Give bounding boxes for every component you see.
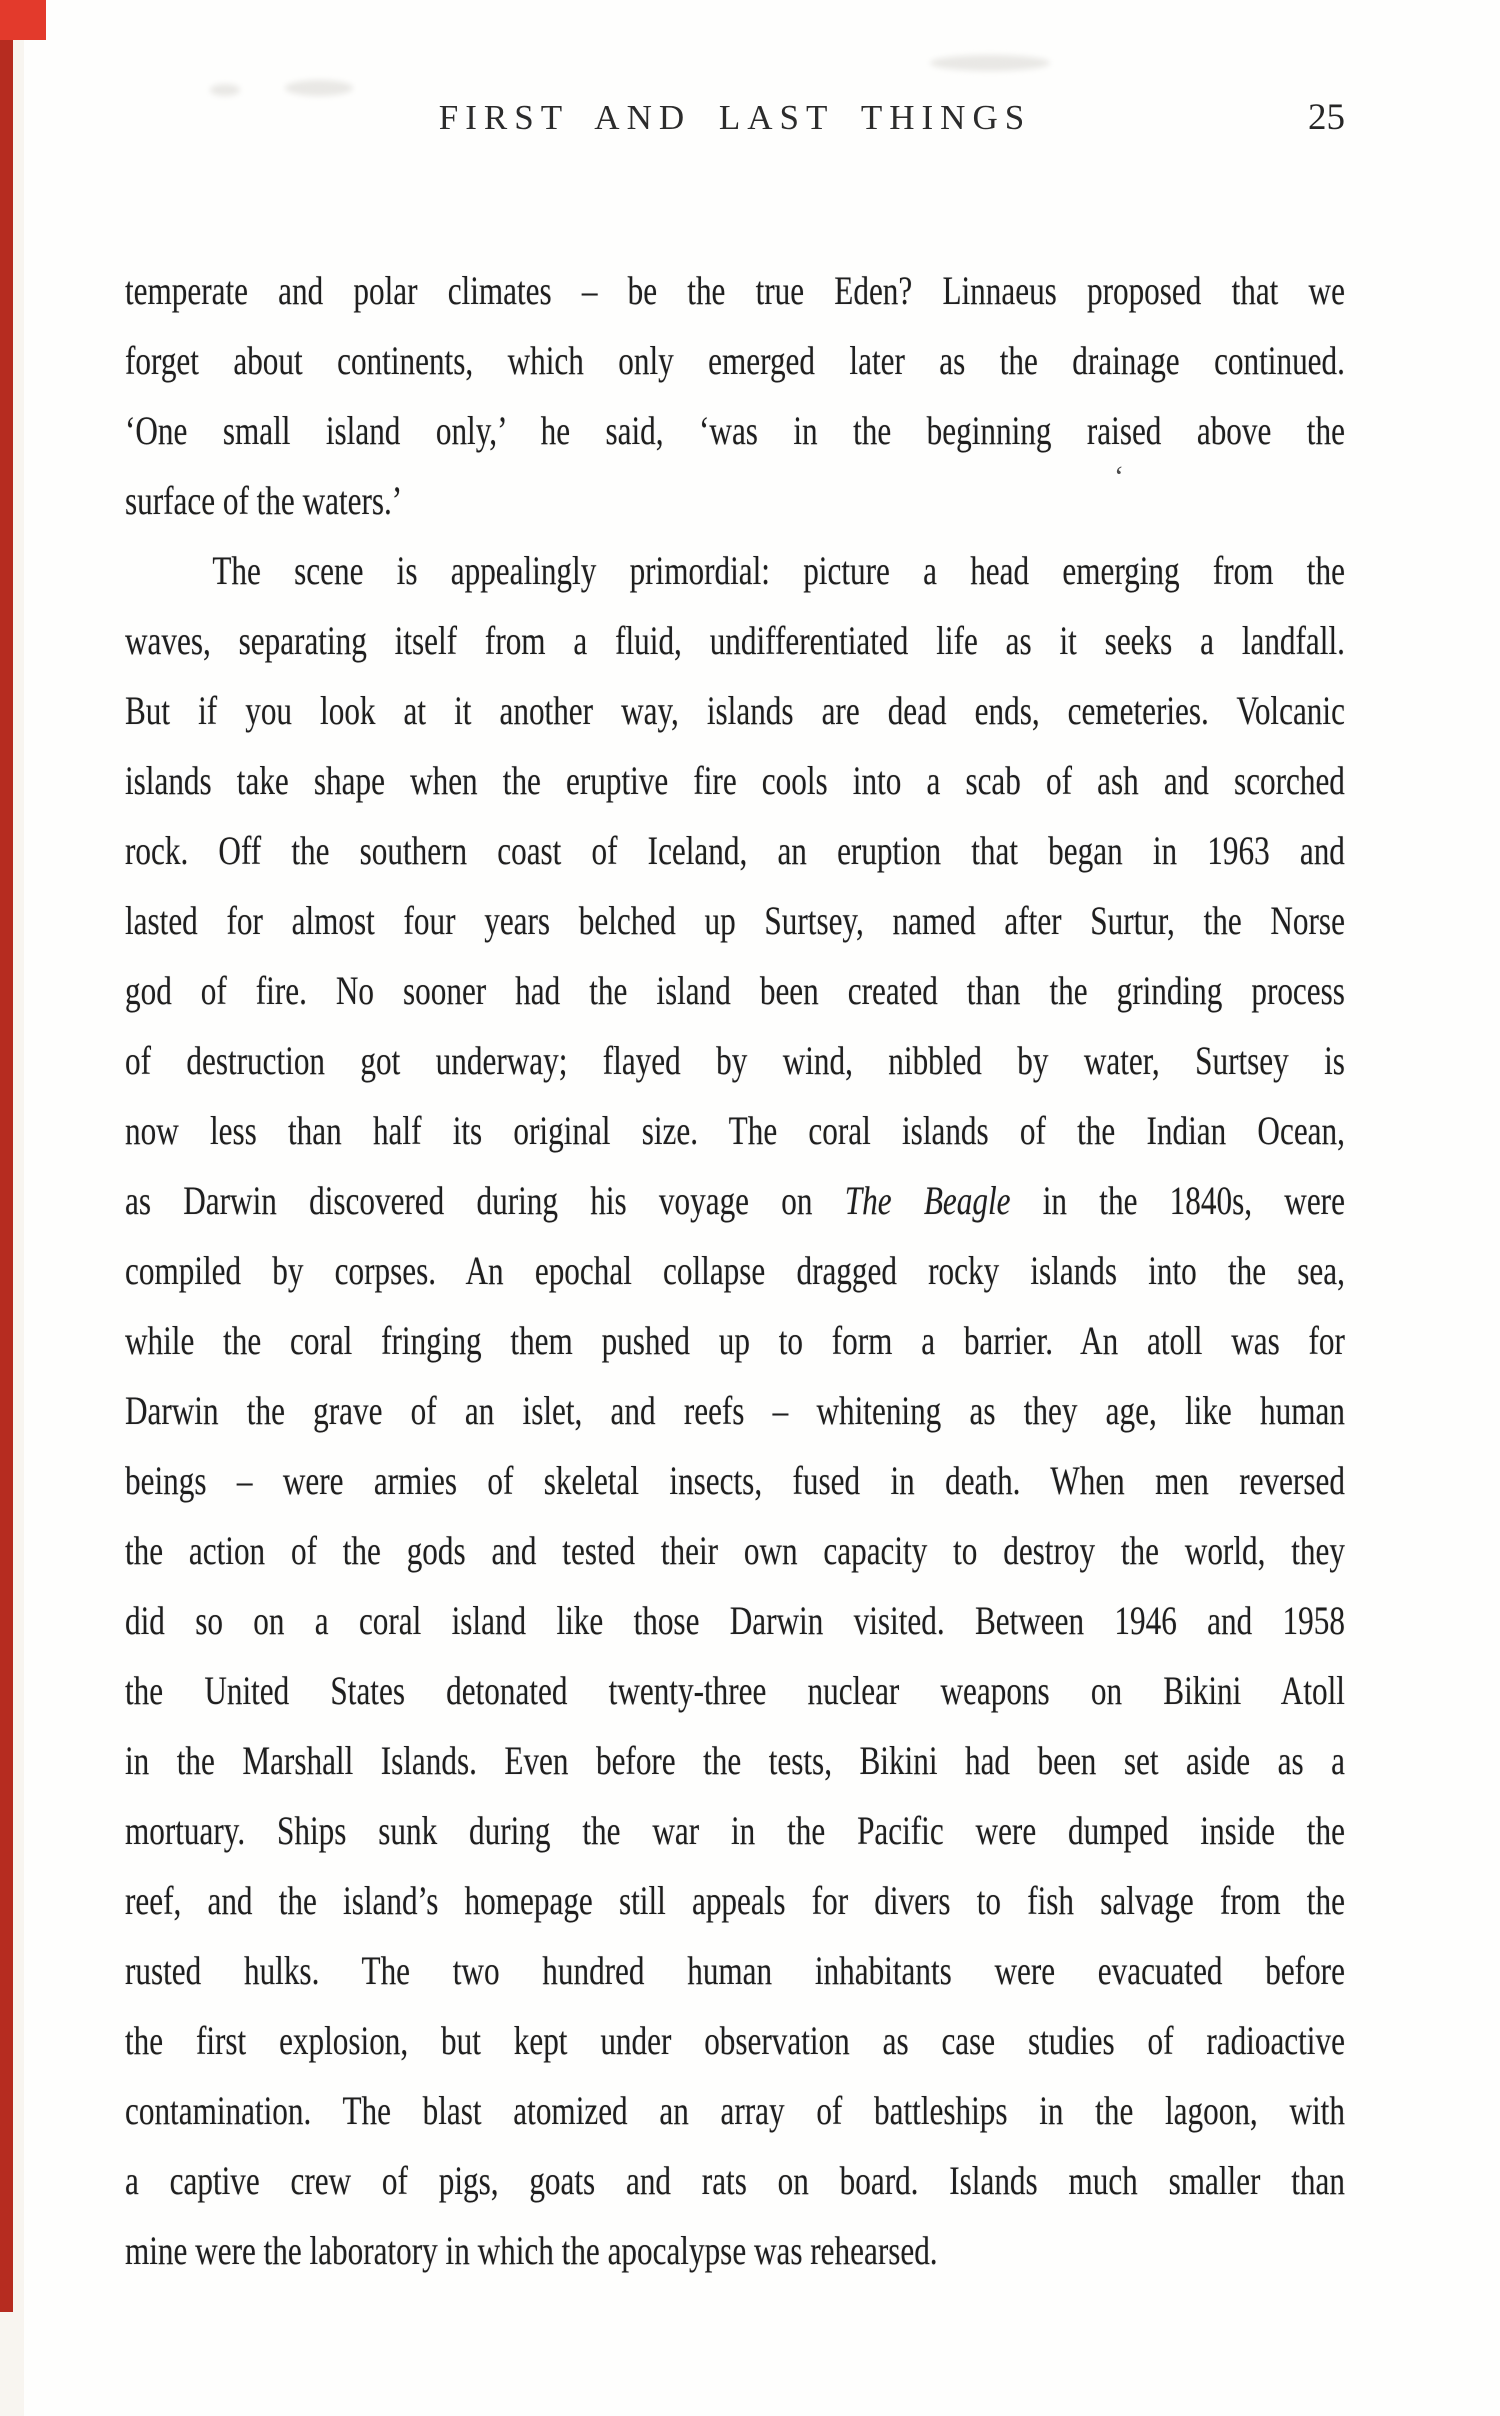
scan-smudge-artifact [285, 80, 353, 96]
text-line: as Darwin discovered during his voyage on The Beagle in the 1840s, were [125, 1178, 1345, 1223]
text-line: while the coral fringing them pushed up to form a barrier. An atoll was for [125, 1318, 1345, 1363]
book-cover-corner-block [0, 0, 46, 40]
text-line: But if you look at it another way, islands are dead ends, cemeteries. Volcanic [125, 688, 1345, 733]
text-line: mine were the laboratory in which the apocalypse was rehearsed. [125, 2228, 938, 2273]
text-line: forget about continents, which only emerged later as the drainage continued. [125, 338, 1345, 383]
page-number: 25 [1308, 97, 1345, 138]
text-line: reef, and the island’s homepage still appeals for divers to fish salvage from the [125, 1878, 1345, 1923]
text-line: a captive crew of pigs, goats and rats on board. Islands much smaller than [125, 2158, 1345, 2203]
text-line: waves, separating itself from a fluid, undifferentiated life as it seeks a landfall. [125, 618, 1345, 663]
text-line: surface of the waters.’ [125, 478, 403, 523]
chapter-title: FIRST AND LAST THINGS [438, 98, 1032, 137]
text-line: beings – were armies of skeletal insects, fused in death. When men reversed [125, 1458, 1345, 1503]
body-text [125, 256, 1345, 2286]
text-line: temperate and polar climates – be the true Eden? Linnaeus proposed that we [125, 268, 1345, 313]
text-line: mortuary. Ships sunk during the war in the Pacific were dumped inside the [125, 1808, 1345, 1853]
text-line: ‘One small island only,’ he said, ‘was in the beginning raised above the [125, 408, 1345, 453]
running-header [125, 94, 1345, 142]
text-line: The scene is appealingly primordial: picture a head emerging from the [212, 548, 1345, 593]
text-line: islands take shape when the eruptive fire cools into a scab of ash and scorched [125, 758, 1345, 803]
scan-smudge-artifact [930, 55, 1050, 71]
book-cover-edge-stripe [0, 0, 13, 2312]
text-line: in the Marshall Islands. Even before the tests, Bikini had been set aside as a [125, 1738, 1345, 1783]
text-line: the first explosion, but kept under observation as case studies of radioactive [125, 2018, 1345, 2063]
text-line: the action of the gods and tested their own capacity to destroy the world, they [125, 1528, 1345, 1573]
text-line: god of fire. No sooner had the island been created than the grinding process [125, 968, 1345, 1013]
text-line: contamination. The blast atomized an array of battleships in the lagoon, with [125, 2088, 1345, 2133]
text-line: the United States detonated twenty-three nuclear weapons on Bikini Atoll [125, 1668, 1345, 1713]
text-line: lasted for almost four years belched up Surtsey, named after Surtur, the Norse [125, 898, 1345, 943]
text-line: did so on a coral island like those Darwin visited. Between 1946 and 1958 [125, 1598, 1345, 1643]
text-line: of destruction got underway; flayed by wind, nibbled by water, Surtsey is [125, 1038, 1345, 1083]
text-line: rusted hulks. The two hundred human inhabitants were evacuated before [125, 1948, 1345, 1993]
text-line: now less than half its original size. The coral islands of the Indian Ocean, [125, 1108, 1345, 1153]
text-line: compiled by corpses. An epochal collapse dragged rocky islands into the sea, [125, 1248, 1345, 1293]
stray-quote-mark-artifact: ‘ [1114, 460, 1124, 493]
text-line: Darwin the grave of an islet, and reefs – whitening as they age, like human [125, 1388, 1345, 1433]
scan-smudge-artifact [210, 84, 240, 96]
text-line: rock. Off the southern coast of Iceland, an eruption that began in 1963 and [125, 828, 1345, 873]
